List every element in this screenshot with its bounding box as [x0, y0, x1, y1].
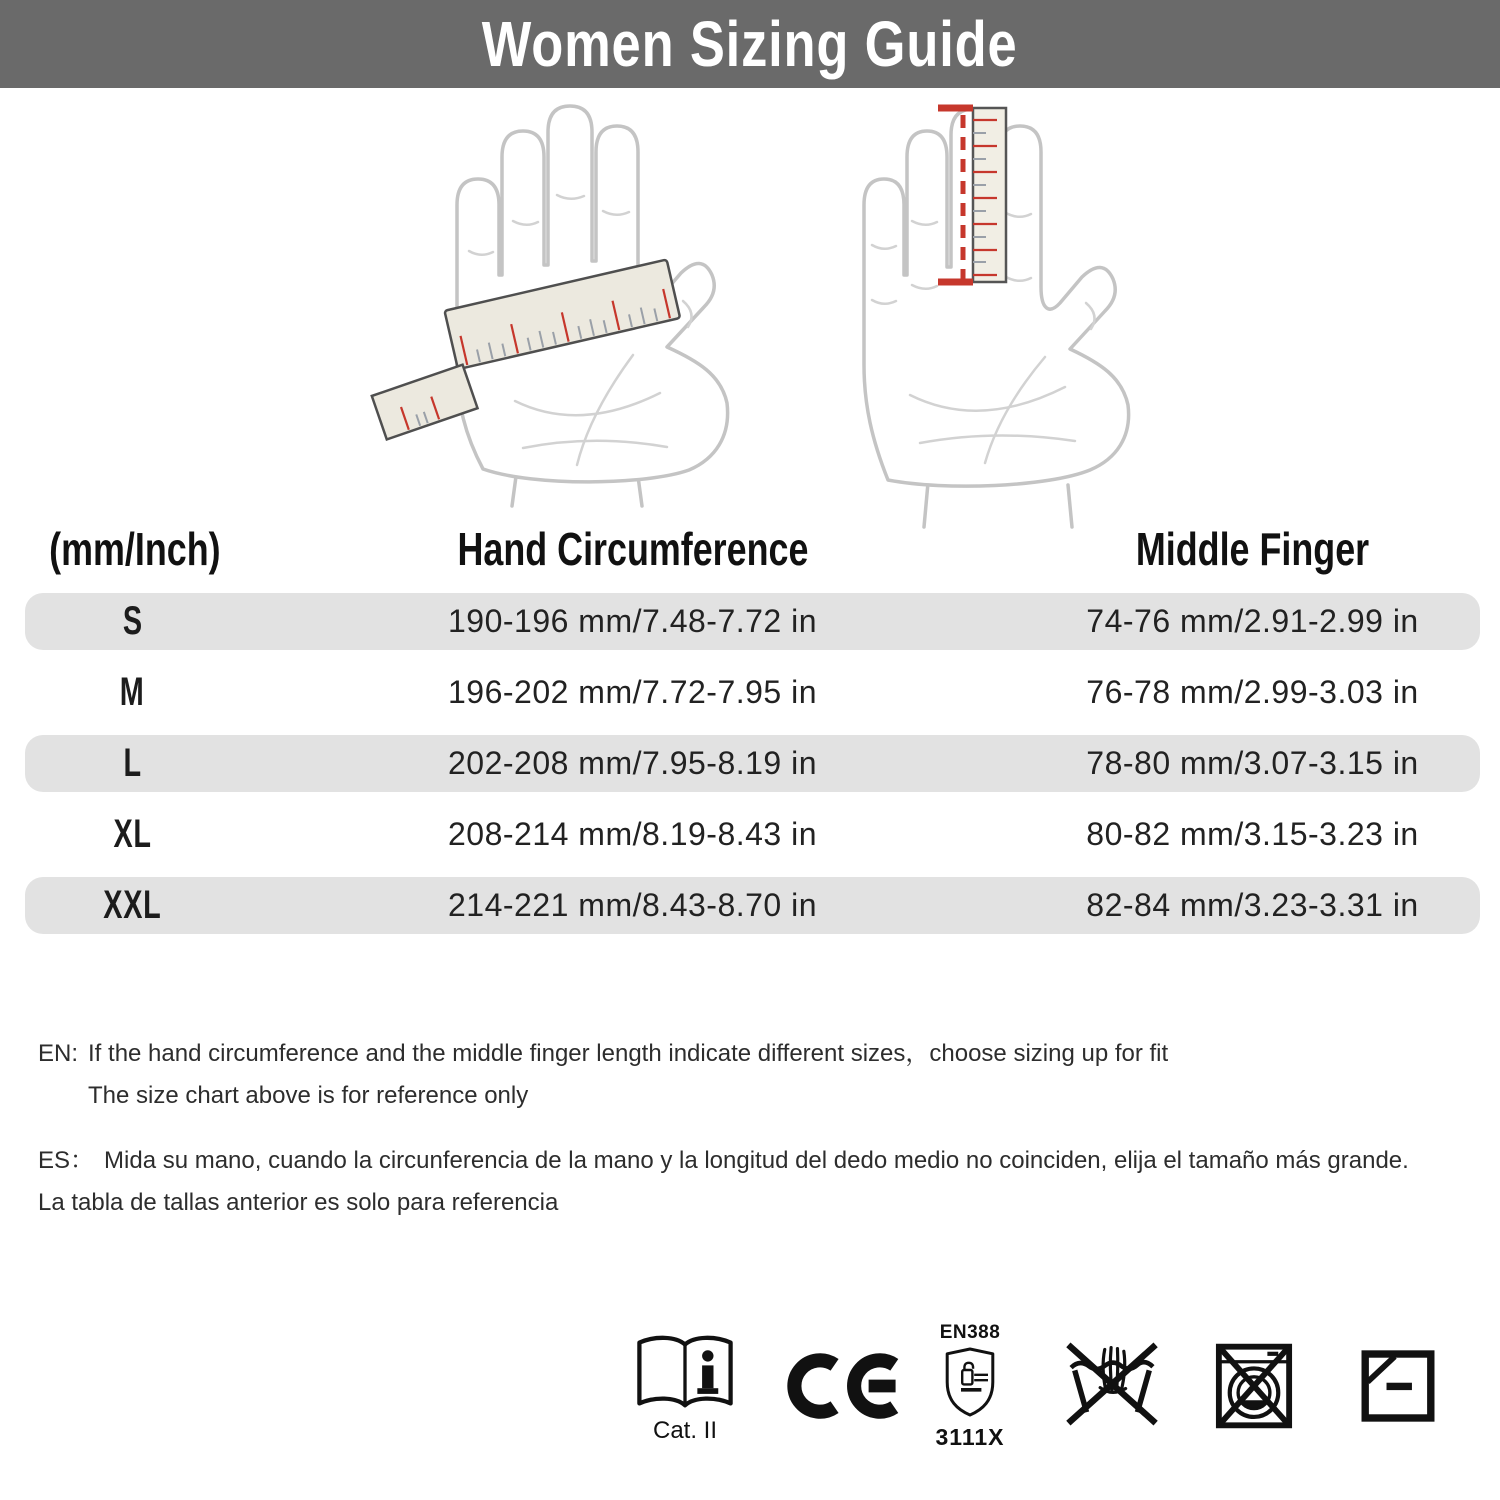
column-header-hand-circumference: Hand Circumference — [457, 523, 808, 575]
ce-mark-icon — [780, 1343, 902, 1429]
size-label: M — [120, 670, 145, 714]
note-es-line2: La tabla de tallas anterior es solo para referencia — [38, 1189, 559, 1216]
size-label: S — [122, 599, 143, 643]
note-en-line1: If the hand circumference and the middle finger length indicate different sizes，choose sizing up for fit — [88, 1040, 1169, 1067]
instruction-manual-icon — [628, 1333, 742, 1413]
note-en-label: EN: — [38, 1040, 79, 1067]
column-header-middle-finger: Middle Finger — [1135, 523, 1370, 575]
size-label: XXL — [103, 883, 162, 927]
hand-circumference-value: 208-214 mm/8.19-8.43 in — [447, 816, 818, 852]
ce-mark — [780, 1343, 902, 1429]
table-row — [25, 806, 1480, 863]
hand-circumference-value: 214-221 mm/8.43-8.70 in — [447, 887, 818, 923]
table-row — [25, 593, 1480, 650]
hand-circumference-value: 202-208 mm/7.95-8.19 in — [447, 745, 818, 781]
instruction-manual-cert — [620, 1333, 750, 1445]
note-spanish — [38, 1140, 1409, 1224]
do-not-machine-wash — [1210, 1340, 1298, 1432]
title-bar — [0, 0, 1500, 88]
do-not-hand-wash — [1062, 1338, 1162, 1430]
table-header-row — [25, 518, 1480, 580]
page-title: Women Sizing Guide — [482, 8, 1018, 80]
note-english — [38, 1033, 1168, 1117]
middle-finger-value: 82-84 mm/3.23-3.31 in — [1086, 887, 1419, 923]
dry-flat-in-shade — [1356, 1345, 1440, 1427]
note-en-line2: The size chart above is for reference only — [88, 1082, 529, 1109]
note-es-line1: Mida su mano, cuando la circunferencia de la mano y la longitud del dedo medio no coinciden, elija el tamaño más grande. — [104, 1147, 1409, 1174]
middle-finger-value: 80-82 mm/3.15-3.23 in — [1086, 816, 1419, 852]
hand-circumference-value: 196-202 mm/7.72-7.95 in — [447, 674, 818, 710]
tape-loose-end — [372, 365, 478, 440]
en388-shield-icon — [940, 1346, 1000, 1418]
middle-finger-value: 74-76 mm/2.91-2.99 in — [1086, 603, 1419, 639]
table-row — [25, 735, 1480, 792]
do-not-hand-wash-icon — [1062, 1338, 1162, 1430]
middle-finger-value: 78-80 mm/3.07-3.15 in — [1086, 745, 1419, 781]
en388-rating-label: 3111X — [935, 1424, 1005, 1450]
en388-standard-label: EN388 — [939, 1322, 1001, 1343]
size-label: L — [123, 741, 142, 785]
table-row — [25, 664, 1480, 721]
size-label: XL — [113, 812, 152, 856]
en388-cert — [922, 1322, 1018, 1451]
dry-flat-in-shade-icon — [1356, 1345, 1440, 1427]
note-es-label: ES： — [38, 1147, 95, 1174]
hand-circumference-value: 190-196 mm/7.48-7.72 in — [447, 603, 818, 639]
hand-circumference-illustration — [365, 103, 760, 508]
manual-category-label: Cat. II — [652, 1417, 718, 1444]
table-row — [25, 877, 1480, 934]
middle-finger-value: 76-78 mm/2.99-3.03 in — [1086, 674, 1419, 710]
do-not-machine-wash-icon — [1210, 1340, 1298, 1432]
column-header-size-unit: (mm/Inch) — [49, 523, 221, 575]
middle-finger-illustration — [850, 95, 1185, 530]
